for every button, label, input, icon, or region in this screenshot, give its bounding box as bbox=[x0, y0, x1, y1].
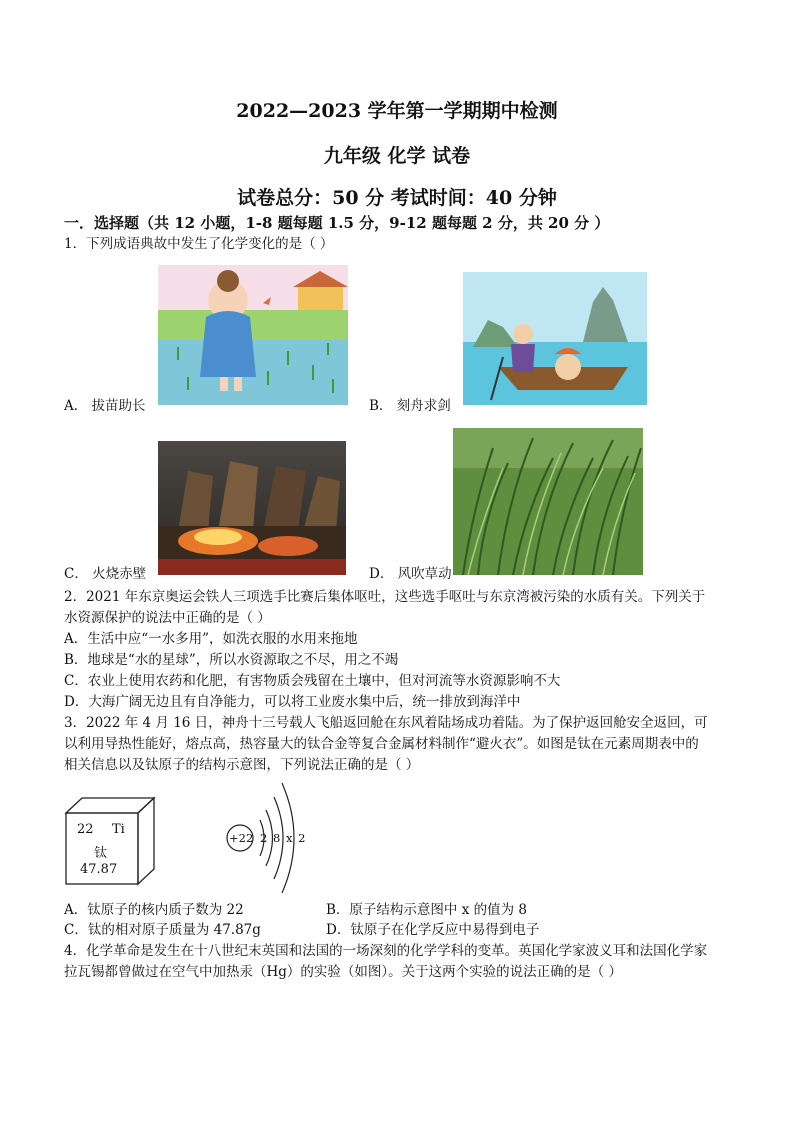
seedling-pulling-image bbox=[158, 265, 348, 405]
question-1-option-a: A． 拔苗助长 bbox=[64, 398, 146, 414]
question-2-option-d: D．大海广阔无边且有自净能力，可以将工业废水集中后，统一排放到海洋中 bbox=[64, 694, 521, 710]
element-atomic-number: 22 bbox=[77, 822, 94, 837]
question-2-stem-line-2: 水资源保护的说法中正确的是（ ） bbox=[64, 610, 271, 626]
red-cliffs-fire-image bbox=[158, 441, 346, 575]
question-1-option-c: C． 火烧赤壁 bbox=[64, 566, 147, 582]
question-3-stem-line-3: 相关信息以及钛原子的结构示意图，下列说法正确的是（ ） bbox=[64, 757, 420, 773]
exam-subtitle: 九年级 化学 试卷 bbox=[323, 145, 471, 167]
question-3-option-d: D．钛原子在化学反应中易得到电子 bbox=[326, 922, 540, 938]
question-3-stem-line-1: 3．2022 年 4 月 16 日，神舟十三号载人飞船返回舱在东风着陆场成功着陆。为了保护返回舱安全返回，可 bbox=[64, 715, 708, 731]
element-atomic-mass: 47.87 bbox=[80, 862, 118, 877]
question-4-stem-line-2: 拉瓦锡都曾做过在空气中加热汞（Hg）的实验（如图）。关于这两个实验的说法正确的是（ ） bbox=[64, 964, 622, 980]
question-3-option-a: A．钛原子的核内质子数为 22 bbox=[64, 902, 244, 918]
question-2-option-c: C．农业上使用农药和化肥，有害物质会残留在土壤中，但对河流等水资源影响不大 bbox=[64, 673, 561, 689]
titanium-atom-structure-diagram bbox=[222, 775, 312, 895]
grass-wind-image bbox=[453, 428, 643, 575]
exam-title: 2022—2023 学年第一学期期中检测 bbox=[236, 100, 558, 122]
question-2-stem-line-1: 2．2021 年东京奥运会铁人三项选手比赛后集体呕吐，这些选手呕吐与东京湾被污染的水质有关。下列关于 bbox=[64, 589, 706, 605]
question-1-option-b: B． 刻舟求剑 bbox=[369, 398, 451, 414]
question-1-stem: 1．下列成语典故中发生了化学变化的是（ ） bbox=[64, 236, 334, 252]
atom-nucleus-charge: +22 bbox=[229, 831, 254, 845]
question-3-option-c: C．钛的相对原子质量为 47.87g bbox=[64, 922, 261, 938]
question-1-option-d: D． 风吹草动 bbox=[369, 566, 452, 582]
element-name: 钛 bbox=[94, 846, 108, 861]
question-3-option-b: B．原子结构示意图中 x 的值为 8 bbox=[326, 902, 527, 918]
element-symbol: Ti bbox=[112, 822, 125, 837]
question-2-option-a: A．生活中应“一水多用”，如洗衣服的水用来拖地 bbox=[64, 631, 358, 647]
exam-meta: 试卷总分：50 分 考试时间：40 分钟 bbox=[237, 187, 557, 209]
question-4-stem-line-1: 4．化学革命是发生在十八世纪末英国和法国的一场深刻的化学学科的变革。英国化学家波义耳和法国化学家 bbox=[64, 943, 708, 959]
question-3-stem-line-2: 以利用导热性能好，熔点高，热容量大的钛合金等复合金属材料制作“避火衣”。如图是钛在元素周期表中的 bbox=[64, 736, 699, 752]
titanium-element-card bbox=[62, 795, 158, 887]
question-2-option-b: B．地球是“水的星球”，所以水资源取之不尽，用之不竭 bbox=[64, 652, 399, 668]
atom-electron-shells: 2 8 x 2 bbox=[260, 831, 307, 845]
boat-sword-image bbox=[463, 272, 647, 405]
section-heading: 一．选择题（共 12 小题，1-8 题每题 1.5 分，9-12 题每题 2 分，共 20 分 ） bbox=[64, 214, 610, 232]
